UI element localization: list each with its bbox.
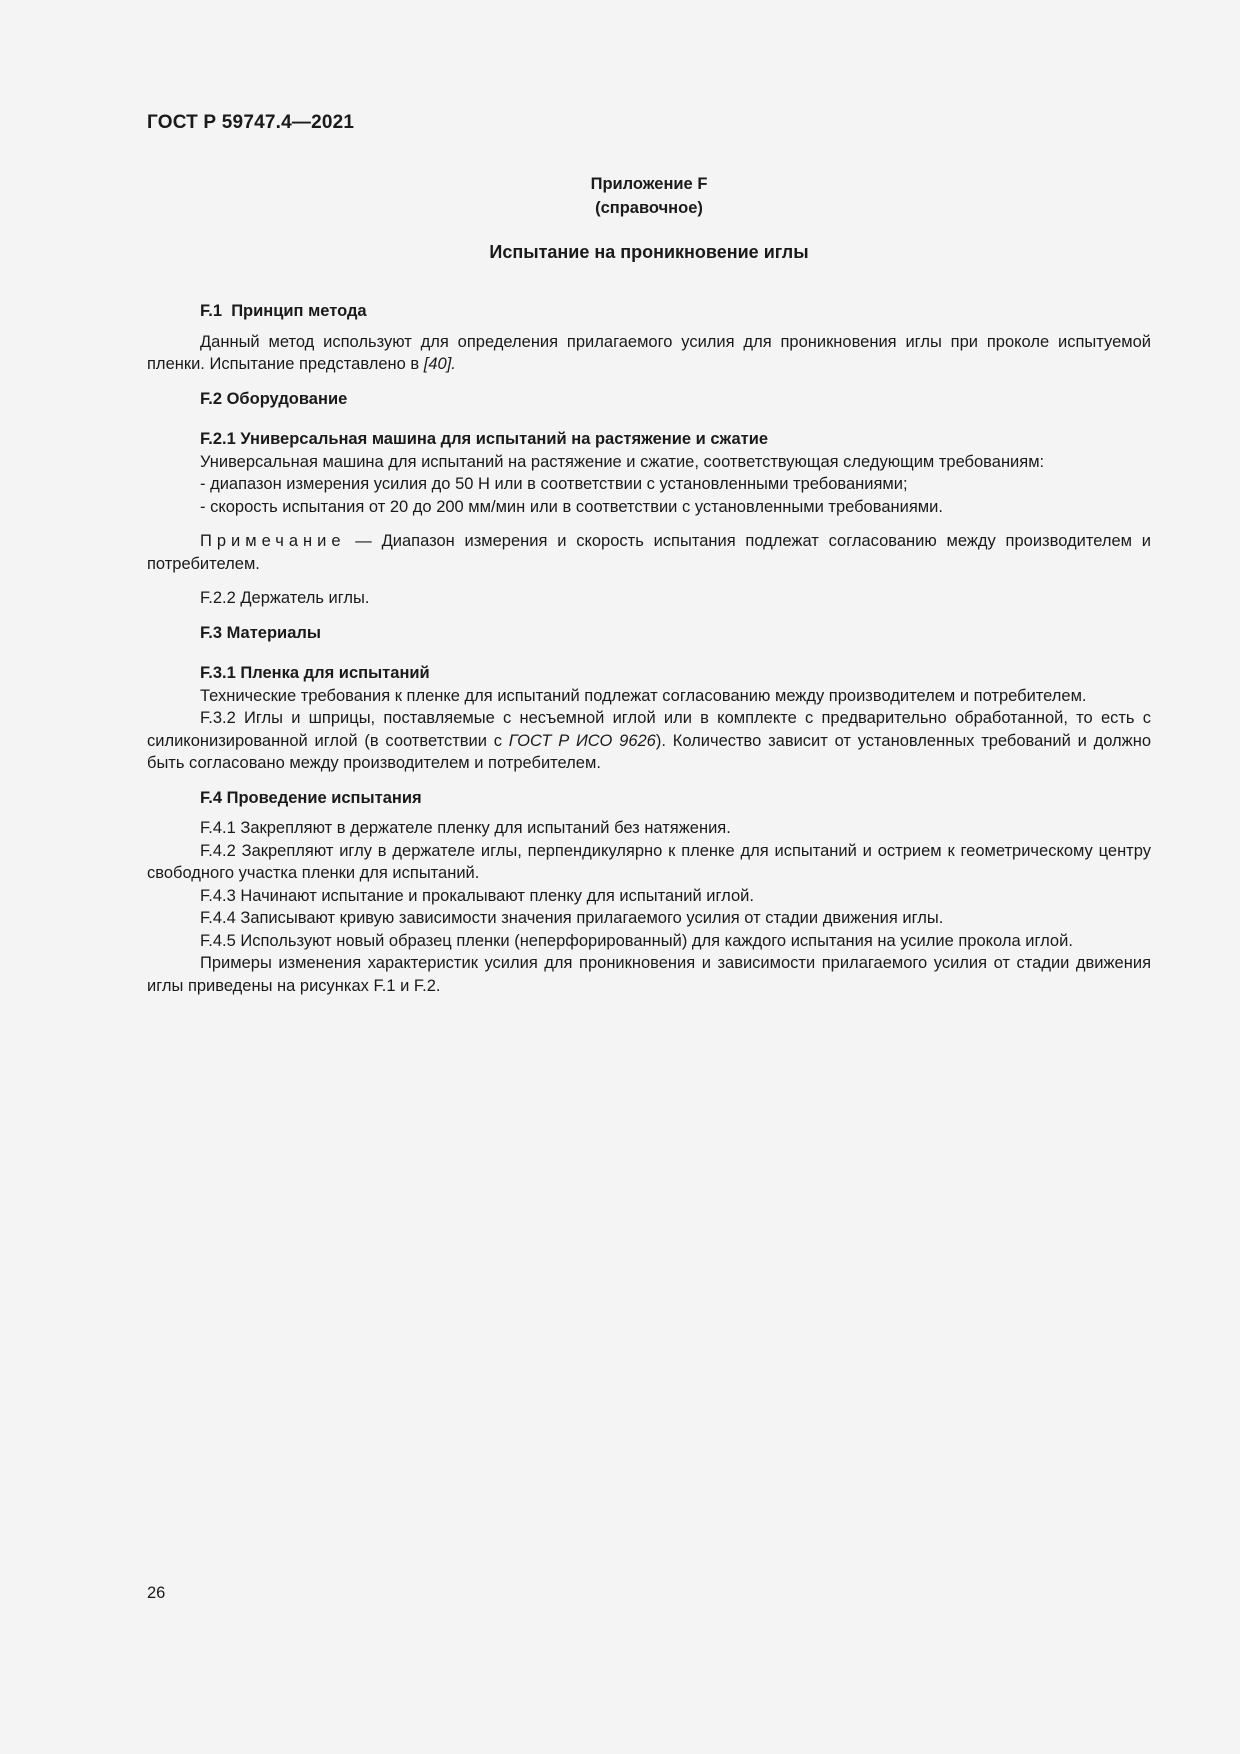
paragraph-f3-2 (147, 707, 1151, 775)
paragraph-f2-1: Универсальная машина для испытаний на растяжение и сжатие, соответствующая следующим требованиям: (200, 452, 1045, 471)
paragraph-f4-3: F.4.3 Начинают испытание и прокалывают пленку для испытаний иглой. (200, 886, 754, 905)
paragraph-f1-text: Данный метод используют для определения прилагаемого усилия для проникновения иглы при проколе испытуемой пленки. Испытание представлено в (147, 332, 1151, 373)
paragraph-f4-5: F.4.5 Используют новый образец пленки (неперфорированный) для каждого испытания на усилие прокола иглой. (200, 931, 1073, 950)
paragraph-f3-2-text-b: ). Количество зависит от установленных требований и должно быть согласовано между производителем и потребителем. (147, 731, 1152, 772)
reference-40: [40]. (423, 355, 456, 373)
page-number: 26 (147, 1584, 166, 1602)
paragraph-f4-4: F.4.4 Записывают кривую зависимости значения прилагаемого усилия от стадии движения иглы. (200, 909, 944, 927)
paragraph-f3-2-text-a: F.3.2 Иглы и шприцы, поставляемые с несъемной иглой или в комплекте с предварительно обработанной, то есть с силиконизированной иглой (в соответствии с (147, 709, 1151, 750)
paragraph-f4-1: F.4.1 Закрепляют в держателе пленку для испытаний без натяжения. (200, 819, 731, 837)
document-code: ГОСТ Р 59747.4—2021 (147, 112, 355, 133)
heading-f1-title: Принцип метода (231, 302, 367, 320)
note-label: Примечание (200, 532, 346, 550)
paragraph-f4-2: F.4.2 Закрепляют иглу в держателе иглы, перпендикулярно к пленке для испытаний и острием к геометрическому центру свободного участка пленки для испытаний. (147, 841, 1151, 882)
annex-title (147, 172, 1151, 220)
annex-label: Приложение F (590, 175, 708, 193)
heading-f3-1: F.3.1 Пленка для испытаний (200, 664, 430, 682)
paragraph-f1 (147, 331, 1151, 376)
heading-f4: F.4 Проведение испытания (200, 788, 422, 807)
section-title: Испытание на проникновение иглы (489, 242, 809, 262)
annex-type: (справочное) (595, 199, 703, 217)
heading-f1-number: F.1 (200, 302, 223, 320)
document-body (147, 300, 1151, 997)
heading-f1 (147, 300, 1151, 323)
heading-f2-1: F.2.1 Универсальная машина для испытаний на растяжение и сжатие (200, 430, 769, 448)
list-item-range: - диапазон измерения усилия до 50 Н или в соответствии с установленными требованиями; (200, 475, 908, 493)
note-paragraph (147, 530, 1151, 575)
paragraph-examples: Примеры изменения характеристик усилия для проникновения и зависимости прилагаемого усилия от стадии движения иглы приведены на рисунках F.1 и F.2. (147, 954, 1151, 995)
paragraph-f3-1: Технические требования к пленке для испытаний подлежат согласованию между производителем и потребителем. (200, 686, 1087, 705)
list-item-speed: - скорость испытания от 20 до 200 мм/мин или в соответствии с установленными требованиями. (200, 497, 943, 516)
paragraph-f2-2: F.2.2 Держатель иглы. (200, 589, 370, 607)
reference-gost-9626: ГОСТ Р ИСО 9626 (508, 731, 656, 750)
heading-f2: F.2 Оборудование (200, 389, 348, 408)
note-text: — Диапазон измерения и скорость испытания подлежат согласованию между производителем и потребителем. (147, 532, 1151, 573)
heading-f3: F.3 Материалы (200, 623, 321, 642)
